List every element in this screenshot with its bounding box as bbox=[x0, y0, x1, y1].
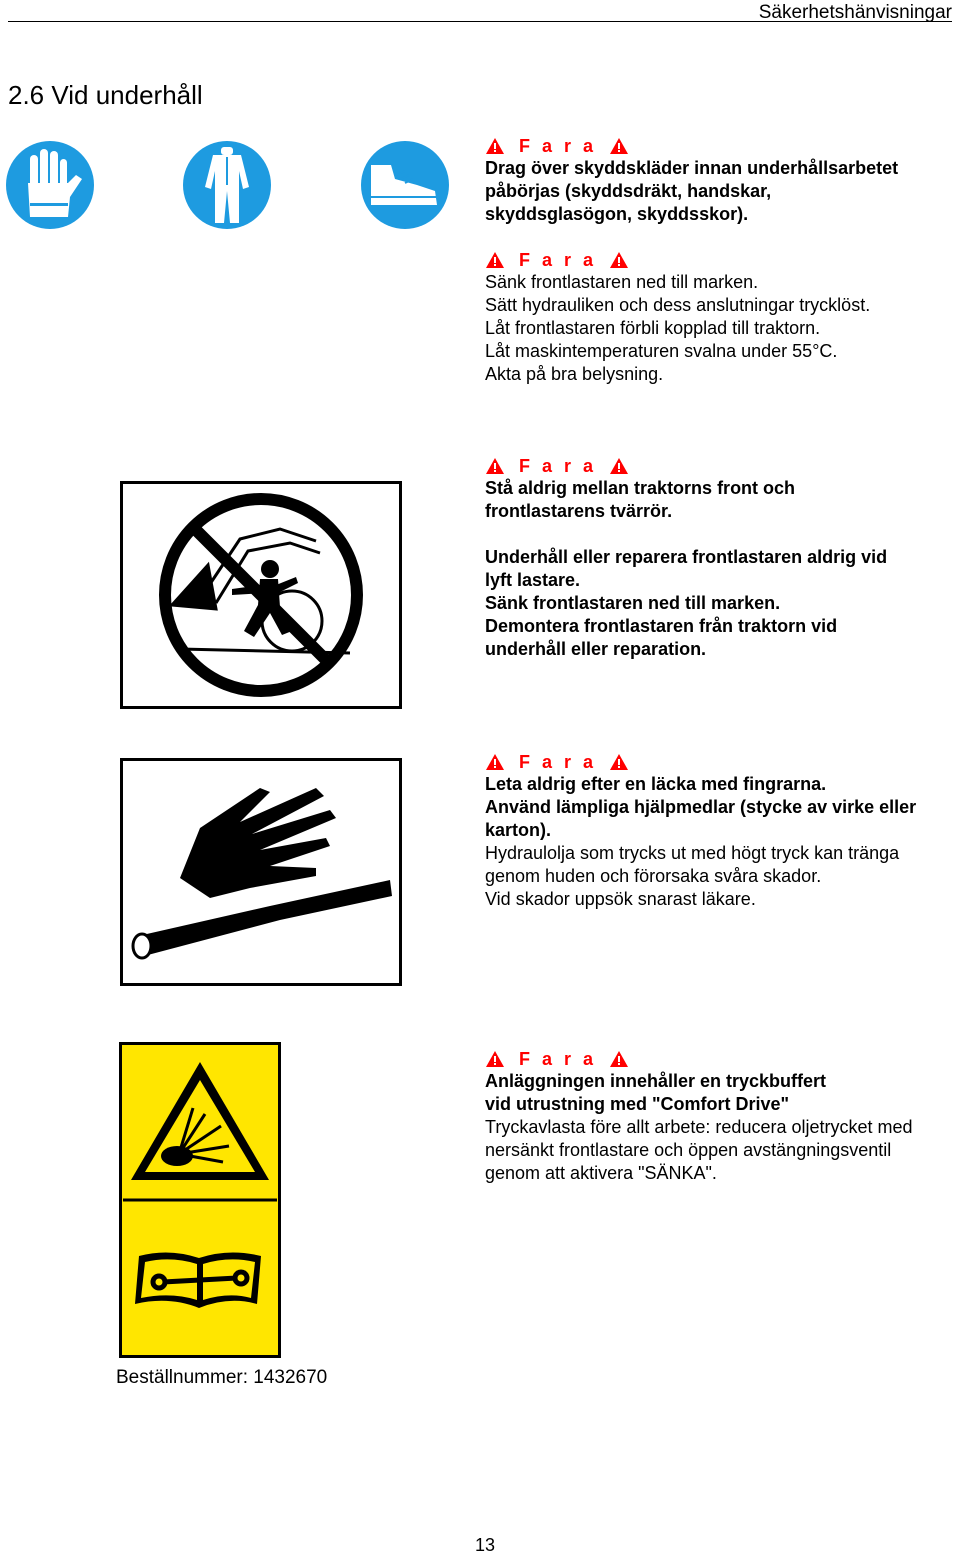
warning-block-leak bbox=[485, 751, 960, 911]
warning-text: lyft lastare. bbox=[485, 570, 581, 590]
danger-label: F a r a bbox=[485, 1048, 960, 1070]
warning-triangle-icon bbox=[609, 753, 629, 771]
warning-triangle-icon bbox=[485, 137, 505, 155]
protective-suit-icon bbox=[183, 139, 271, 236]
warning-triangle-icon bbox=[485, 1050, 505, 1068]
warning-text: nersänkt frontlastare och öppen avstängningsventil bbox=[485, 1140, 892, 1160]
warning-text: vid utrustning med "Comfort Drive" bbox=[485, 1094, 790, 1114]
warning-block-crush bbox=[485, 455, 960, 661]
warning-text: Sänk frontlastaren ned till marken. bbox=[485, 593, 781, 613]
warning-text: Akta på bra belysning. bbox=[485, 364, 664, 384]
warning-triangle-icon bbox=[485, 457, 505, 475]
gloves-icon bbox=[6, 139, 94, 236]
warning-text: Låt maskintemperaturen svalna under 55°C. bbox=[485, 341, 838, 361]
danger-label: F a r a bbox=[485, 135, 960, 157]
danger-label: F a r a bbox=[485, 455, 960, 477]
warning-text: frontlastarens tvärrör. bbox=[485, 501, 673, 521]
warning-spacer bbox=[485, 523, 960, 546]
warning-text: Underhåll eller reparera frontlastaren aldrig vid bbox=[485, 547, 888, 567]
warning-block-pressure bbox=[485, 1048, 960, 1185]
warning-text: Stå aldrig mellan traktorns front och bbox=[485, 478, 796, 498]
warning-text: genom huden och förorsaka svåra skador. bbox=[485, 866, 822, 886]
warning-triangle-icon bbox=[609, 1050, 629, 1068]
warning-triangle-icon bbox=[609, 251, 629, 269]
warning-text: Använd lämpliga hjälpmedlar (stycke av virke eller bbox=[485, 797, 917, 817]
warning-text: Låt frontlastaren förbli kopplad till traktorn. bbox=[485, 318, 821, 338]
warning-text: Sätt hydrauliken och dess anslutningar trycklöst. bbox=[485, 295, 871, 315]
warning-text: Vid skador uppsök snarast läkare. bbox=[485, 889, 756, 909]
warning-triangle-icon bbox=[609, 457, 629, 475]
warning-text: Hydraulolja som trycks ut med högt tryck kan tränga bbox=[485, 843, 900, 863]
warning-text: Leta aldrig efter en läcka med fingrarna. bbox=[485, 774, 827, 794]
warning-block-lower-loader bbox=[485, 249, 960, 386]
warning-text: underhåll eller reparation. bbox=[485, 639, 707, 659]
warning-triangle-icon bbox=[485, 251, 505, 269]
warning-text: Sänk frontlastaren ned till marken. bbox=[485, 272, 759, 292]
warning-triangle-icon bbox=[485, 753, 505, 771]
no-standing-under-loader-icon bbox=[120, 481, 402, 714]
order-number: Beställnummer: 1432670 bbox=[116, 1367, 328, 1388]
warning-text: Demontera frontlastaren från traktorn vid bbox=[485, 616, 838, 636]
danger-label: F a r a bbox=[485, 249, 960, 271]
warning-text: karton). bbox=[485, 820, 552, 840]
warning-text: Drag över skyddskläder innan underhållsarbetet bbox=[485, 158, 899, 178]
pressure-accumulator-decal bbox=[119, 1042, 281, 1363]
section-title: 2.6 Vid underhåll bbox=[8, 80, 203, 110]
warning-block-ppe bbox=[485, 135, 960, 226]
warning-triangle-icon bbox=[609, 137, 629, 155]
safety-shoe-icon bbox=[361, 139, 449, 236]
running-header: Säkerhetshänvisningar bbox=[758, 2, 952, 23]
read-manual-icon bbox=[135, 1252, 261, 1308]
danger-label: F a r a bbox=[485, 751, 960, 773]
warning-text: skyddsglasögon, skyddsskor). bbox=[485, 204, 749, 224]
warning-text: genom att aktivera "SÄNKA". bbox=[485, 1163, 717, 1183]
hydraulic-leak-hand-icon bbox=[120, 758, 402, 991]
warning-text: påbörjas (skyddsdräkt, handskar, bbox=[485, 181, 772, 201]
warning-text: Anläggningen innehåller en tryckbuffert bbox=[485, 1071, 827, 1091]
header-rule bbox=[8, 21, 952, 22]
warning-text: Tryckavlasta före allt arbete: reducera oljetrycket med bbox=[485, 1117, 913, 1137]
page-number: 13 bbox=[474, 1535, 496, 1555]
